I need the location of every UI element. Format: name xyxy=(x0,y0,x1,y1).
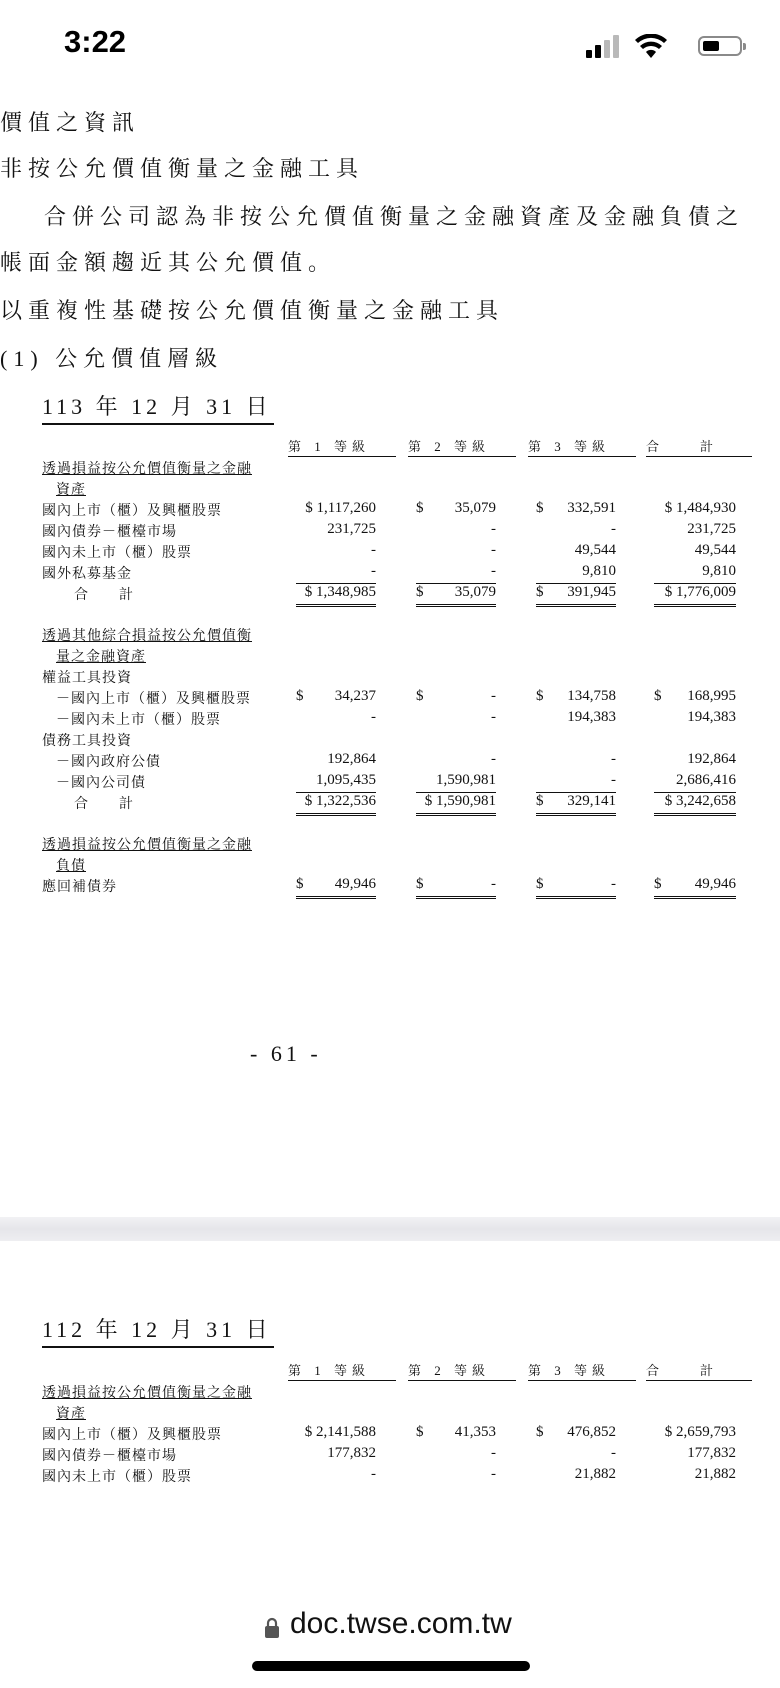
table-row-total: 合 計 $ 1,348,985 $ 35,079 $ 391,945 $ 1,776,009 xyxy=(42,584,752,605)
col-header-level3: 第 3 等級 xyxy=(528,436,636,457)
paragraph-line-1: 合併公司認為非按公允價值衡量之金融資產及金融負債之 xyxy=(44,204,745,229)
table-row: －國內未上市（櫃）股票 - - 194,383 194,383 xyxy=(56,709,736,728)
section-label: 透過損益按公允價值衡量之金融 xyxy=(42,1386,252,1401)
page-separator xyxy=(0,1217,780,1241)
table-title-112: 112 年 12 月 31 日 xyxy=(42,1313,274,1348)
col-header-total: 合 計 xyxy=(646,436,752,457)
heading-non-fair-value: 非按公允價值衡量之金融工具 xyxy=(0,156,365,181)
subsection-label: 債務工具投資 xyxy=(42,734,132,749)
table-row: 應回補債券 $ 49,946 $ - $ - $ 49,946 xyxy=(42,876,752,897)
wifi-icon xyxy=(634,34,668,60)
status-icons xyxy=(580,34,750,60)
status-bar xyxy=(0,0,780,92)
home-indicator[interactable] xyxy=(252,1661,530,1671)
paragraph-line-2: 帳面金額趨近其公允價值。 xyxy=(0,250,337,275)
subsection-label: 權益工具投資 xyxy=(42,671,132,686)
table-row: 國內未上市（櫃）股票 - - 49,544 49,544 xyxy=(42,542,736,561)
table-row: 國內上市（櫃）及興櫃股票 $ 2,141,588 $ 41,353 $ 476,852 $ 2,659,793 xyxy=(42,1424,736,1443)
section-label: 負債 xyxy=(56,859,86,874)
browser-url-bar[interactable] xyxy=(0,1591,780,1688)
url-text[interactable]: doc.twse.com.tw xyxy=(290,1607,512,1640)
status-time: 3:22 xyxy=(64,24,127,59)
section-label: 資產 xyxy=(56,1407,86,1422)
section-label: 資產 xyxy=(56,483,86,498)
document-page-61 xyxy=(0,92,780,1217)
section-label: 量之金融資產 xyxy=(56,650,146,665)
table-row: －國內上市（櫃）及興櫃股票 $ 34,237 $ - $ 134,758 $ 168,995 xyxy=(56,688,736,707)
table-row: 國外私募基金 - - 9,810 9,810 xyxy=(42,563,736,582)
col-header-level2: 第 2 等級 xyxy=(408,1360,516,1381)
signal-icon xyxy=(586,34,622,58)
table-row: 國內債券－櫃檯市場 231,725 - - 231,725 xyxy=(42,521,736,540)
section-label: 透過損益按公允價值衡量之金融 xyxy=(42,838,252,853)
table-row: 國內未上市（櫃）股票 - - 21,882 21,882 xyxy=(42,1466,736,1485)
section-label: 透過損益按公允價值衡量之金融 xyxy=(42,462,252,477)
col-header-level1: 第 1 等級 xyxy=(288,436,396,457)
col-header-level3: 第 3 等級 xyxy=(528,1360,636,1381)
heading-fair-value-hierarchy: (1) 公允價值層級 xyxy=(0,346,224,371)
lock-icon xyxy=(264,1617,280,1639)
table-row: －國內政府公債 192,864 - - 192,864 xyxy=(56,751,736,770)
table-title-113: 113 年 12 月 31 日 xyxy=(42,390,274,425)
document-page-62 xyxy=(0,1241,780,1591)
col-header-total: 合 計 xyxy=(646,1360,752,1381)
heading-recurring-fair-value: 以重複性基礎按公允價值衡量之金融工具 xyxy=(0,298,505,323)
col-header-level1: 第 1 等級 xyxy=(288,1360,396,1381)
table-row: 國內債券－櫃檯市場 177,832 - - 177,832 xyxy=(42,1445,736,1464)
battery-icon xyxy=(698,36,742,56)
table-row: －國內公司債 1,095,435 1,590,981 - 2,686,416 xyxy=(56,772,736,791)
table-row-total: 合 計 $ 1,322,536 $ 1,590,981 $ 329,141 $ 3,242,658 xyxy=(42,793,752,814)
col-header-level2: 第 2 等級 xyxy=(408,436,516,457)
table-row: 國內上市（櫃）及興櫃股票 $ 1,117,260 $ 35,079 $ 332,591 $ 1,484,930 xyxy=(42,500,736,519)
section-label: 透過其他綜合損益按公允價值衡 xyxy=(42,629,252,644)
page-number: - 61 - xyxy=(250,1041,322,1066)
heading-fair-value-info: 價值之資訊 xyxy=(0,110,141,135)
